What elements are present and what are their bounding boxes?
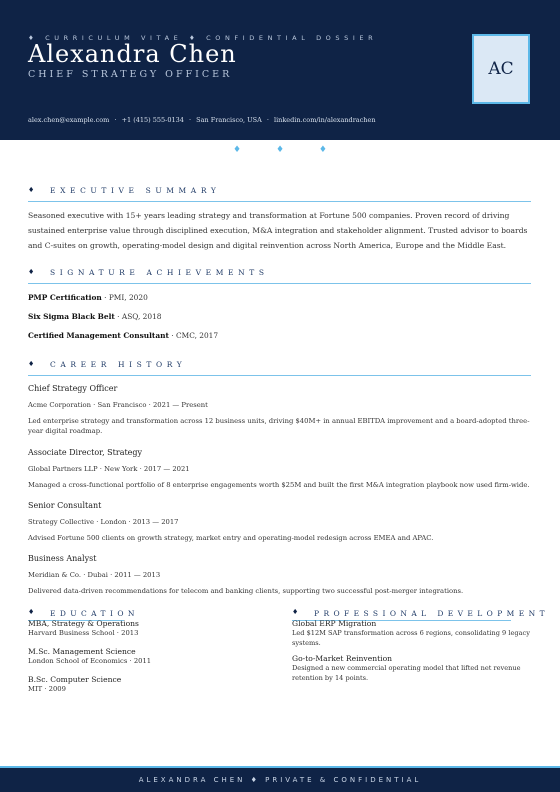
job-entry xyxy=(28,384,532,436)
section-title: PROFESSIONAL DEVELOPMENT xyxy=(314,609,549,618)
achievement-detail: · ASQ, 2018 xyxy=(114,312,162,321)
contact-linkedin[interactable]: linkedin.com/in/alexandrachen xyxy=(274,116,376,124)
degree: M.Sc. Management Science xyxy=(28,647,136,656)
development-description: Designed a new commercial operating model that lifted net revenue retention by 14 points. xyxy=(292,664,521,682)
job-title: Senior Consultant xyxy=(28,501,102,510)
development-item xyxy=(292,619,532,648)
diamond-icon: ♦ xyxy=(28,186,35,194)
monogram-initials: AC xyxy=(488,59,514,79)
job-meta: Strategy Collective · London · 2013 — 2017 xyxy=(28,518,179,526)
contact-phone: +1 (415) 555-0134 xyxy=(121,116,184,124)
achievement-name: Certified Management Consultant xyxy=(28,331,169,340)
footer-text: ALEXANDRA CHEN ♦ PRIVATE & CONFIDENTIAL xyxy=(138,776,422,784)
school: Harvard Business School · 2013 xyxy=(28,629,139,637)
candidate-name: Alexandra Chen xyxy=(28,40,237,68)
contact-separator: · xyxy=(266,116,269,124)
achievements-section-heading xyxy=(28,268,531,284)
summary-text: Seasoned executive with 15+ years leading strategy and transformation at Fortune 500 companies. Proven record of driving sustained enterprise value through disciplined execution, M&A integration and stakeholder alignment. Trusted advisor to boards and C-suites on growth, operating-model design and digital reinvention across North America, Europe and the Middle East. xyxy=(28,211,528,250)
diamond-icon: ♦ xyxy=(28,360,35,368)
job-entry xyxy=(28,501,532,543)
school: MIT · 2009 xyxy=(28,685,66,693)
diamond-icon: ♦ xyxy=(28,268,35,276)
summary-section-heading xyxy=(28,186,531,202)
job-meta: Global Partners LLP · New York · 2017 — 2021 xyxy=(28,465,190,473)
contact-line xyxy=(28,116,376,124)
achievement-item xyxy=(28,293,148,302)
degree: MBA, Strategy & Operations xyxy=(28,619,139,628)
development-description: Led $12M SAP transformation across 6 regions, consolidating 9 legacy systems. xyxy=(292,629,530,647)
job-description: Managed a cross-functional portfolio of 8 enterprise engagements worth $25M and built the first M&A integration playbook now used firm-wide. xyxy=(28,481,530,489)
job-title: Chief Strategy Officer xyxy=(28,384,118,393)
job-meta: Acme Corporation · San Francisco · 2021 — Present xyxy=(28,401,208,409)
header-banner xyxy=(0,0,560,140)
development-title: Global ERP Migration xyxy=(292,619,377,628)
monogram-badge xyxy=(472,34,530,104)
contact-email[interactable]: alex.chen@example.com xyxy=(28,116,110,124)
job-meta: Meridian & Co. · Dubai · 2011 — 2013 xyxy=(28,571,161,579)
section-title: EXECUTIVE SUMMARY xyxy=(50,186,221,195)
development-title: Go-to-Market Reinvention xyxy=(292,654,393,663)
achievement-item xyxy=(28,312,161,321)
achievement-name: PMP Certification xyxy=(28,293,102,302)
achievement-name: Six Sigma Black Belt xyxy=(28,312,115,321)
career-section-heading xyxy=(28,360,531,376)
education-item xyxy=(28,675,268,693)
job-description: Led enterprise strategy and transformation across 12 business units, driving $40M+ in annual EBITDA improvement and a board-adopted three-year digital roadmap. xyxy=(28,417,530,435)
contact-separator: · xyxy=(114,116,117,124)
job-title: Business Analyst xyxy=(28,554,97,563)
section-title: EDUCATION xyxy=(50,609,139,618)
ornament-divider: ♦ ♦ ♦ xyxy=(233,145,343,155)
footer-bar xyxy=(0,766,560,792)
job-title: Associate Director, Strategy xyxy=(28,448,143,457)
contact-separator: · xyxy=(188,116,192,124)
degree: B.Sc. Computer Science xyxy=(28,675,122,684)
section-title: CAREER HISTORY xyxy=(50,360,187,369)
document-kicker: ♦ CURRICULUM VITAE ♦ CONFIDENTIAL DOSSIER xyxy=(28,34,378,42)
development-item xyxy=(292,654,532,683)
education-item xyxy=(28,619,268,637)
achievement-item xyxy=(28,331,218,340)
contact-location: San Francisco, USA xyxy=(196,116,262,124)
achievement-detail: · CMC, 2017 xyxy=(168,331,219,340)
job-entry xyxy=(28,448,532,490)
candidate-role: CHIEF STRATEGY OFFICER xyxy=(28,69,233,80)
job-entry xyxy=(28,554,532,596)
section-title: SIGNATURE ACHIEVEMENTS xyxy=(50,268,269,277)
diamond-icon: ♦ xyxy=(28,608,35,616)
job-description: Advised Fortune 500 clients on growth strategy, market entry and operating-model redesign across EMEA and APAC. xyxy=(28,534,434,542)
job-description: Delivered data-driven recommendations for telecom and banking clients, supporting two successful post-merger integrations. xyxy=(28,587,464,595)
achievement-detail: · PMI, 2020 xyxy=(101,293,148,302)
diamond-icon: ♦ xyxy=(292,608,299,616)
education-item xyxy=(28,647,268,665)
school: London School of Economics · 2011 xyxy=(28,657,152,665)
